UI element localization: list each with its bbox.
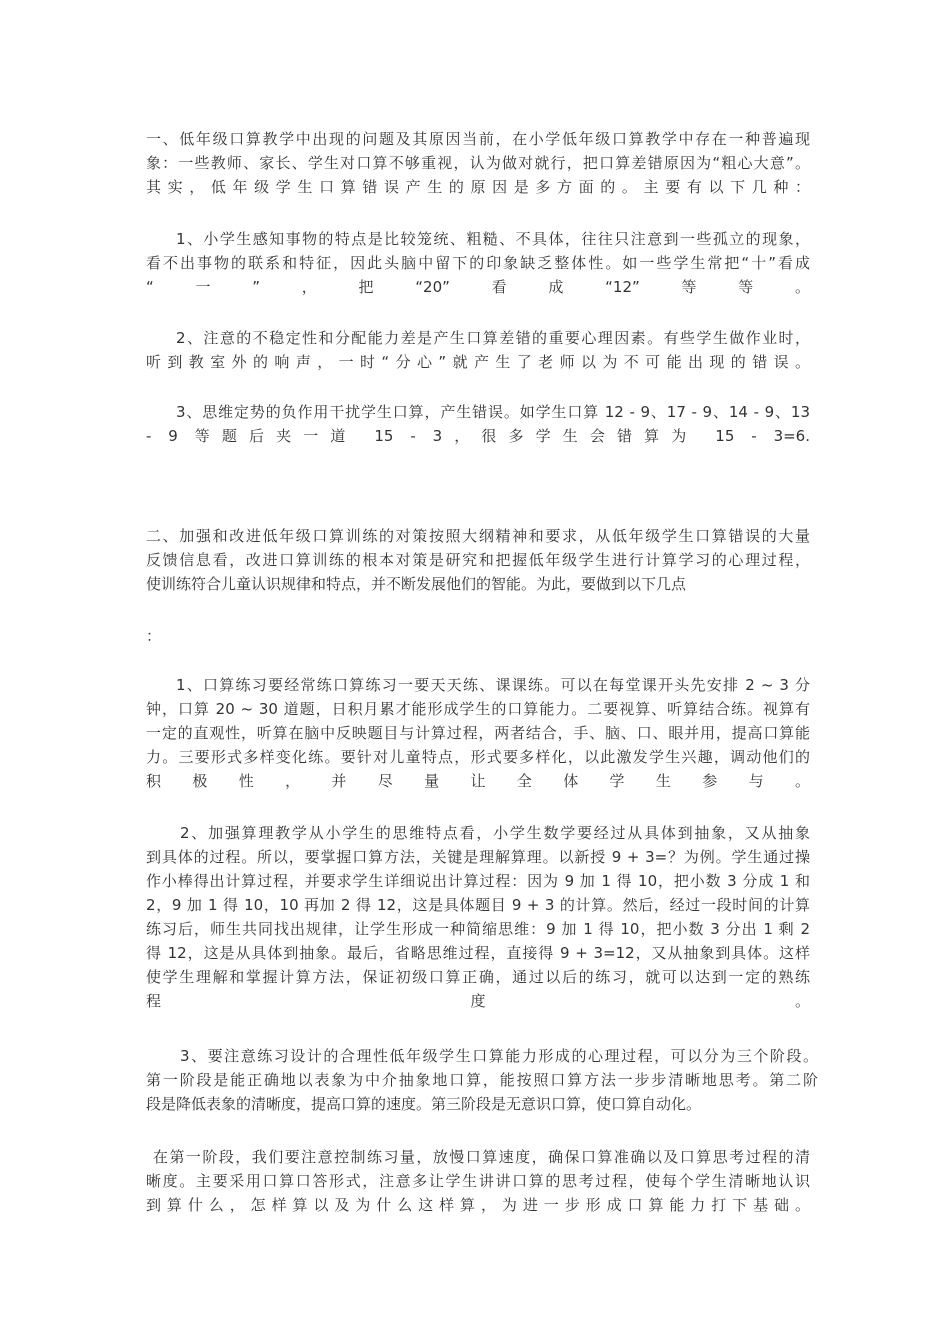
section1-p2-line: 2、注意的不稳定性和分配能力差是产生口算差错的重要心理因素。有些学生做作业时， bbox=[176, 329, 810, 347]
section2-p2-line: 到具体的过程。所以，要掌握口算方法，关键是理解算理。以新授 9 + 3=？为例。学生通过操 bbox=[146, 848, 810, 866]
section1-p1-line: 看不出事物的联系和特征，因此头脑中留下的印象缺乏整体性。如一些学生常把“十”看成 bbox=[146, 254, 810, 272]
section2-p4-line: 在第一阶段，我们要注意控制练习量，放慢口算速度，确保口算准确以及口算思考过程的清 bbox=[153, 1148, 810, 1166]
section1-heading-line: 象：一些教师、家长、学生对口算不够重视，认为做对就行，把口算差错原因为“粗心大意”。 bbox=[146, 154, 810, 172]
section1-p1-line: 1、小学生感知事物的特点是比较笼统、粗糙、不具体，往往只注意到一些孤立的现象， bbox=[176, 230, 810, 248]
section2-heading-line: 二、加强和改进低年级口算训练的对策按照大纲精神和要求，从低年级学生口算错误的大量 bbox=[146, 527, 810, 545]
section2-p2-line: 程度。 bbox=[146, 992, 810, 1010]
section2-p2-line: 得 12，这是从具体到抽象。最后，省略思维过程，直接得 9 + 3=12，又从抽象到具体。这样 bbox=[146, 944, 810, 962]
section2-p3-line: 段是降低表象的清晰度，提高口算的速度。第三阶段是无意识口算，使口算自动化。 bbox=[146, 1095, 702, 1113]
section2-p1-line: 钟，口算 20 ~ 30 道题，日积月累才能形成学生的口算能力。二要视算、听算结合练。视算有 bbox=[146, 700, 810, 718]
section2-p4-line: 到算什么，怎样算以及为什么这样算，为进一步形成口算能力打下基础。 bbox=[146, 1196, 810, 1214]
section2-p4-line: 晰度。主要采用口算口答形式，注意多让学生讲讲口算的思考过程，使每个学生清晰地认识 bbox=[146, 1172, 810, 1190]
section2-heading-line: ： bbox=[146, 627, 162, 645]
section2-p2-line: 练习后，师生共同找出规律，让学生形成一种简缩思维：9 加 1 得 10，把小数 3 分出 1 剩 2 bbox=[146, 920, 810, 938]
section2-p2-line: 2，9 加 1 得 10，10 再加 2 得 12，这是具体题目 9 + 3 的计算。然后，经过一段时间的计算 bbox=[146, 896, 810, 914]
section1-p3-line: - 9 等题后夹一道 15 - 3，很多学生会错算为 15 - 3=6. bbox=[146, 427, 810, 445]
section1-p1-line: “一”，把“20”看成“12”等等。 bbox=[146, 278, 810, 296]
section1-heading-line: 其实，低年级学生口算错误产生的原因是多方面的。主要有以下几种： bbox=[146, 178, 810, 196]
section2-p1-line: 一定的直观性，听算在脑中反映题目与计算过程，两者结合，手、脑、口、眼并用，提高口算能 bbox=[146, 724, 810, 742]
section2-p1-line: 积极性，并尽量让全体学生参与。 bbox=[146, 772, 810, 790]
section2-p1-line: 1、口算练习要经常练口算练习一要天天练、课课练。可以在每堂课开头先安排 2 ~ 3 分 bbox=[176, 676, 810, 694]
section1-p2-line: 听到教室外的响声，一时“分心”就产生了老师以为不可能出现的错误。 bbox=[146, 353, 810, 371]
section2-p2-line: 使学生理解和掌握计算方法，保证初级口算正确，通过以后的练习，就可以达到一定的熟练 bbox=[146, 968, 810, 986]
section2-p2-line: 2、加强算理教学从小学生的思维特点看，小学生数学要经过从具体到抽象，又从抽象 bbox=[180, 824, 810, 842]
section2-heading-line: 反馈信息看，改进口算训练的根本对策是研究和把握低年级学生进行计算学习的心理过程， bbox=[146, 551, 810, 569]
section2-heading-line: 使训练符合儿童认识规律和特点，并不断发展他们的智能。为此，要做到以下几点 bbox=[146, 575, 687, 593]
section2-p3-line: 第一阶段是能正确地以表象为中介抽象地口算，能按照口算方法一步步清晰地思考。第二阶 bbox=[146, 1071, 818, 1089]
section2-p1-line: 力。三要形式多样变化练。要针对儿童特点，形式要多样化，以此激发学生兴趣，调动他们的 bbox=[146, 748, 810, 766]
section1-p3-line: 3、思维定势的负作用干扰学生口算，产生错误。如学生口算 12 - 9、17 - 9、14 - 9、13 bbox=[176, 403, 810, 421]
section2-p3-line: 3、要注意练习设计的合理性低年级学生口算能力形成的心理过程，可以分为三个阶段。 bbox=[180, 1047, 818, 1065]
section1-heading-line: 一、低年级口算教学中出现的问题及其原因当前，在小学低年级口算教学中存在一种普遍现 bbox=[146, 130, 810, 148]
section2-p2-line: 作小棒得出计算过程，并要求学生详细说出计算过程：因为 9 加 1 得 10，把小数 3 分成 1 和 bbox=[146, 872, 810, 890]
